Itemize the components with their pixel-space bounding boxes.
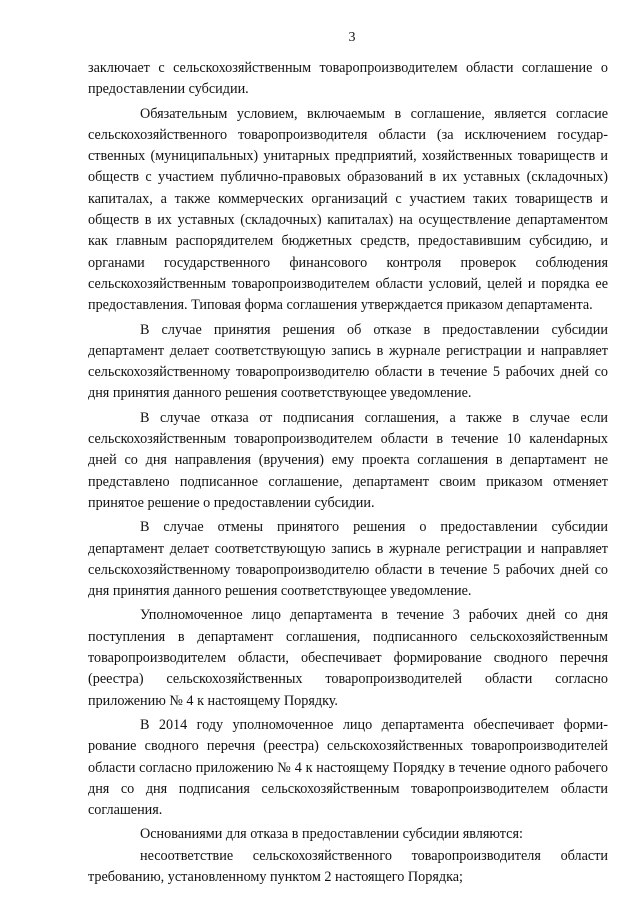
paragraph-refusal-decision: В случае принятия решения об отказе в предоставлении субсидии департамент делает соответствующую запись в журнале регистрации и направляет сельскохозяйственному товаропроизводителю области в течение 5 рабочих дней со дня принятия данного решения соответствующее уведомление. [88, 321, 608, 402]
document-body [88, 58, 608, 888]
paragraph-continuation: заключает с сельскохозяйственным товаропроизводителем области соглашение о предоставлении субсидии. [88, 60, 608, 98]
paragraph-2014-register: В 2014 году уполномоченное лицо департамента обеспечивает формирование сводного перечня (реестра) сельскохозяйственных товаропроизводителей области согласно приложению № 4 к настоящему Порядку в течение одного рабочего дня со дня подписания сельскохозяйственным товаропроизводителем области соглашения. [88, 716, 608, 819]
paragraph-register-formation: Уполномоченное лицо департамента в течение 3 рабочих дней со дня поступления в департамент соглашения, подписанного сельскохозяйственным товаропроизводителем области, обеспечивает формирование сводного перечня (реестра) сельскохозяйственных товаропроизводителей области согласно приложению № 4 к настоящему Порядку. [88, 607, 608, 709]
paragraph-refusal-to-sign: В случае отказа от подписания соглашения, а также в случае если сельскохозяйственным товаропроизводителем области в течение 10 каленdарных дней со дня направления (вручения) ему проекта соглашения в департамент не представлено подписанное соглашение, департамент своим приказом отменяет принятое решение о предоставлении субсидии. [88, 409, 608, 511]
paragraph-grounds-for-refusal: Основаниями для отказа в предоставлении субсидии являются: [140, 826, 523, 843]
paragraph-agreement-condition: Обязательным условием, включаемым в соглашение, является согласие сельскохозяйственного товаропроизводителя области (за исключением государственных (муниципальных) унитарных предприятий, хозяйственных товариществ и обществ с участием публично-правовых образований в их уставных (складочных) капиталах, а также коммерческих организаций с участием таких товариществ и обществ в их уставных (складочных) капиталах) на осуществление департаментом как главным распорядителем бюджетных средств, предоставившим субсидию, и органами государственного финансового контроля проверок соблюдения сельскохозяйственным товаропроизводителем области условий, целей и порядка ее предоставления. Типовая форма соглашения утверждается приказом департамента. [88, 105, 608, 314]
paragraph-cancellation: В случае отмены принятого решения о предоставлении субсидии департамент делает соответствующую запись в журнале регистрации и направляет сельскохозяйственному товаропроизводителю области в течение 5 рабочих дней со дня принятия данного решения соответствующее уведомление. [88, 519, 608, 600]
paragraph-nonconformity: несоответствие сельскохозяйственного товаропроизводителя области требованию, установленному пунктом 2 настоящего Порядка; [88, 847, 608, 885]
page-number: 3 [348, 30, 356, 45]
